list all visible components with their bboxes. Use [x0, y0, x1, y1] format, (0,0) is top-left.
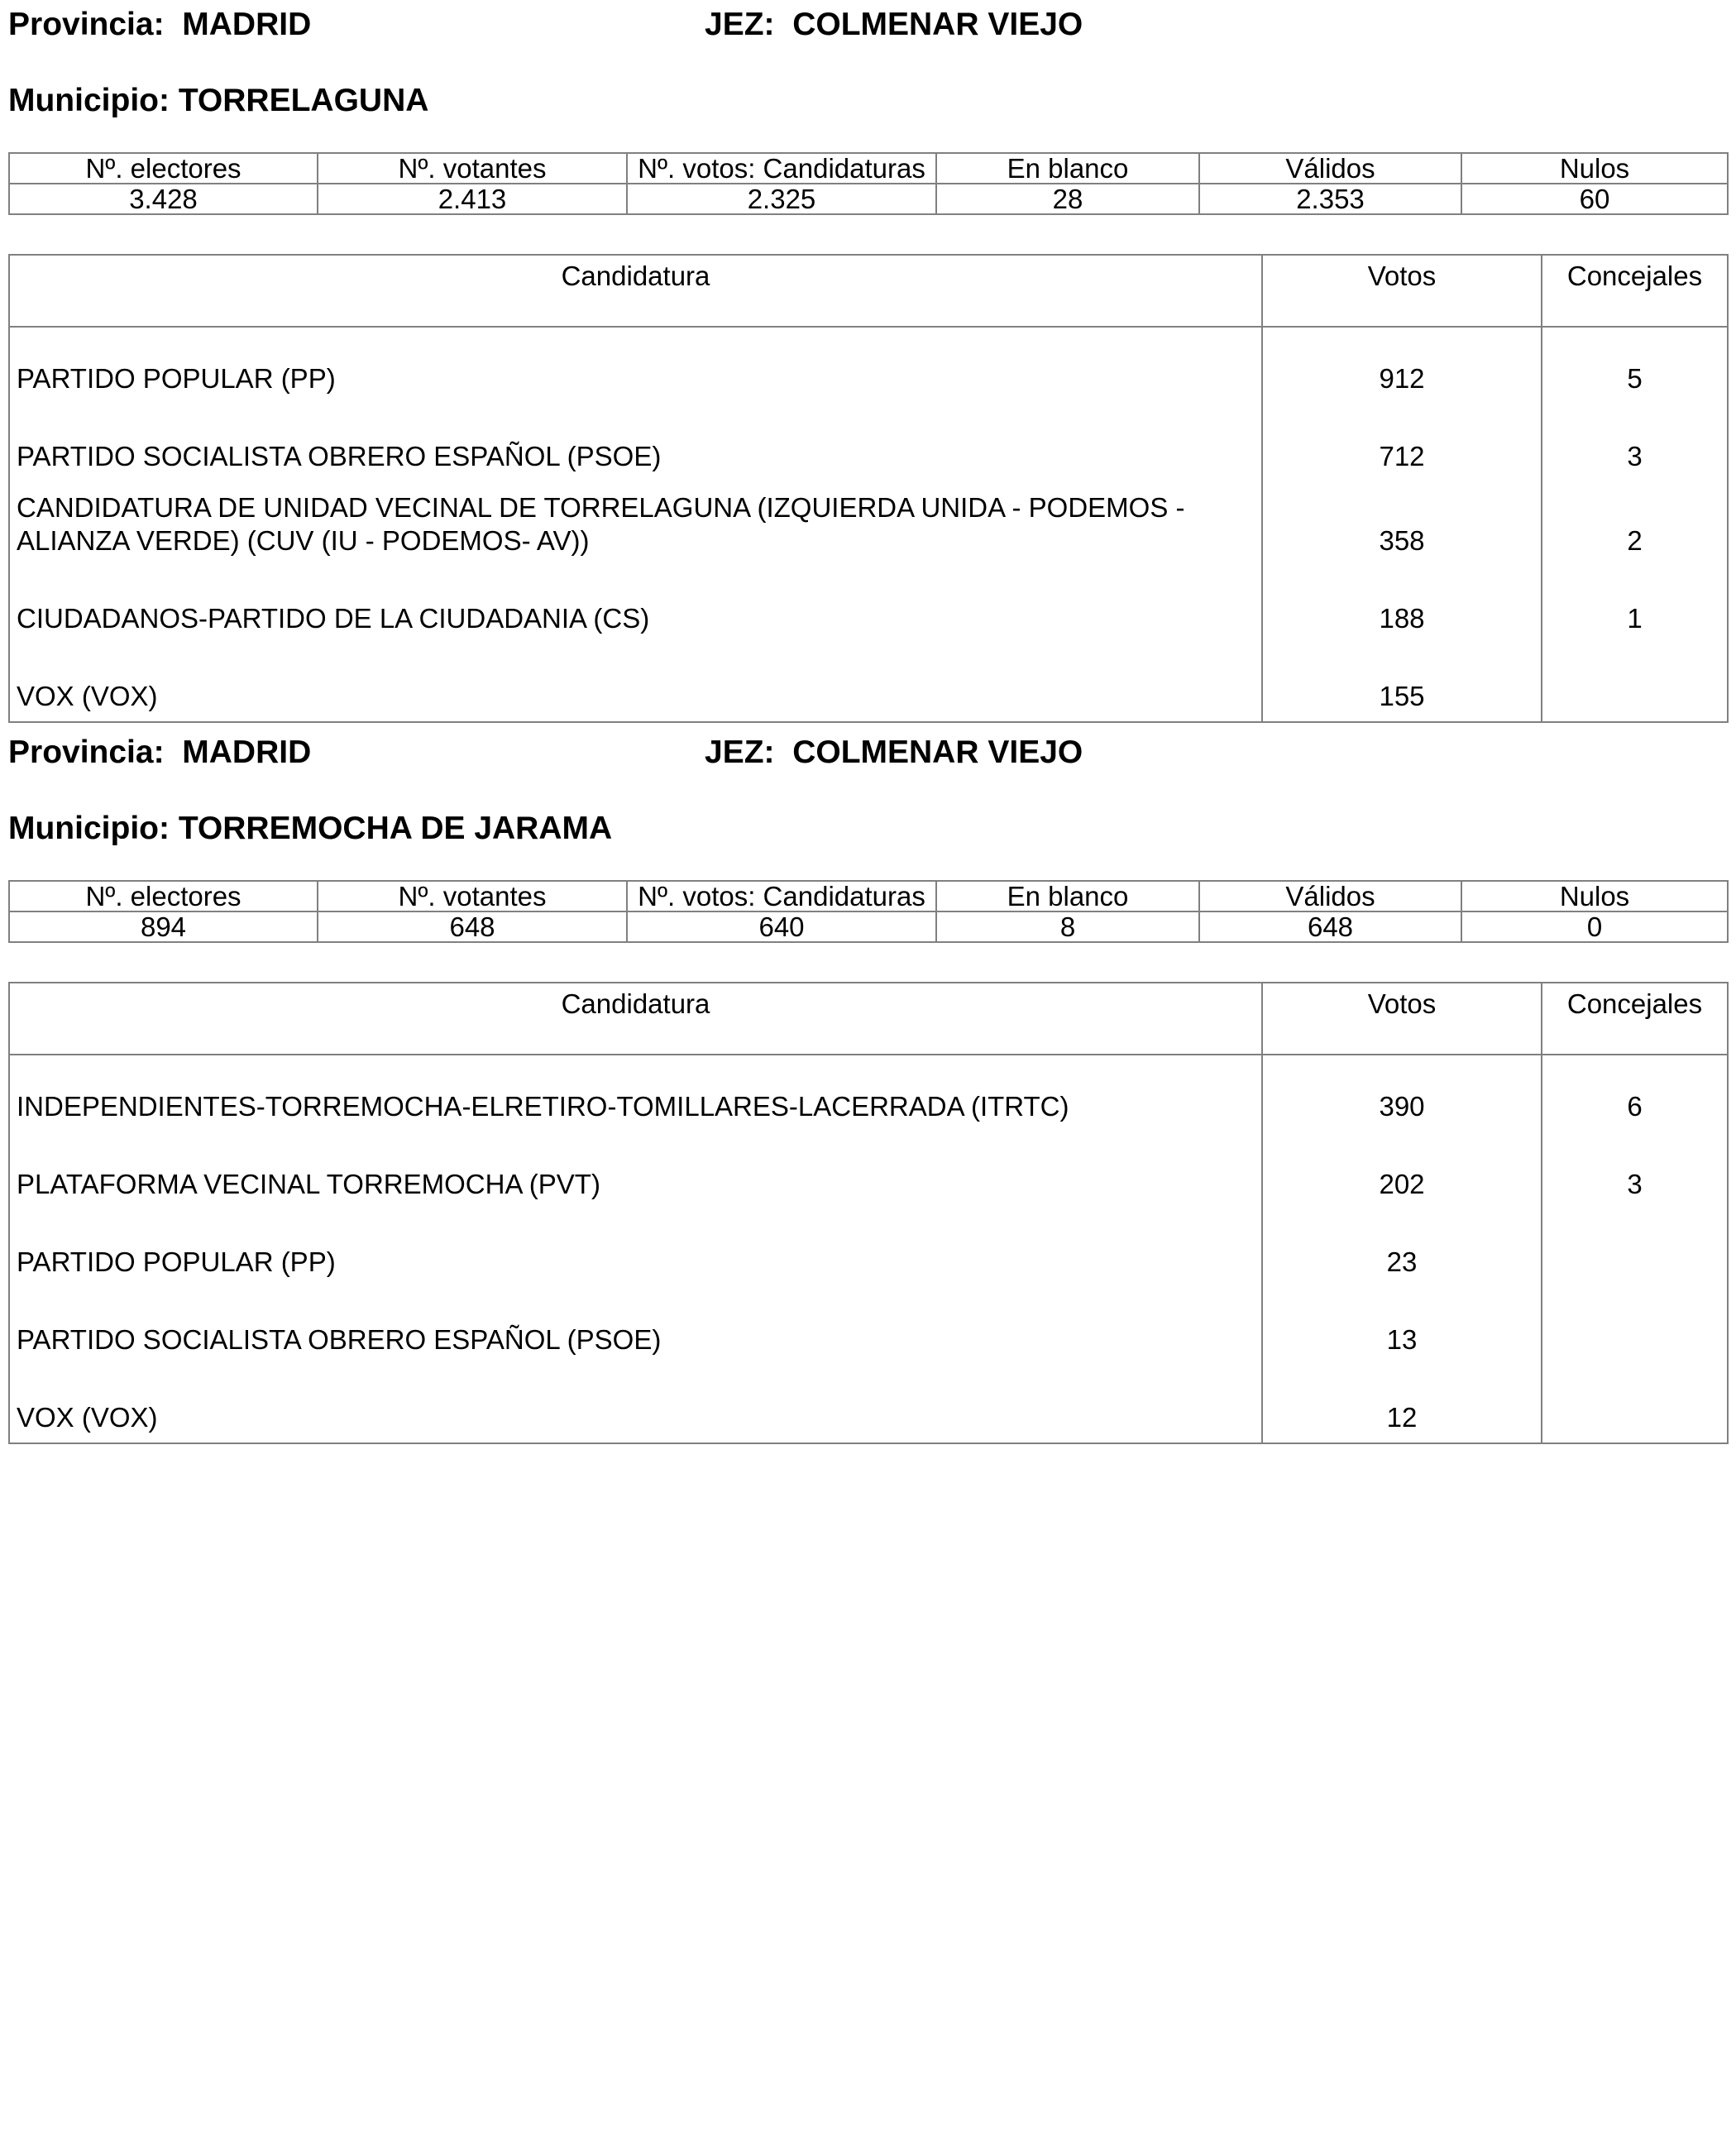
candidatura-header: Candidatura [9, 983, 1262, 1055]
jez-value: COLMENAR VIEJO [792, 7, 1083, 42]
table-row [9, 566, 1728, 644]
candidatura-name: PARTIDO POPULAR (PP) [9, 327, 1262, 404]
municipio-label: Municipio: [8, 83, 170, 118]
stats-header-cell: Nº. votos: Candidaturas [627, 881, 936, 911]
candidatura-concejales [1542, 644, 1728, 722]
stats-value-cell: 2.325 [627, 184, 936, 214]
candidatura-votes: 912 [1262, 327, 1542, 404]
candidatura-votes: 23 [1262, 1209, 1542, 1287]
concejales-header: Concejales [1542, 255, 1728, 327]
candidatura-name: VOX (VOX) [9, 644, 1262, 722]
municipio-header [8, 804, 1727, 854]
candidaturas-table [8, 982, 1729, 1444]
province-header [8, 0, 1727, 50]
votos-header: Votos [1262, 255, 1542, 327]
stats-value-cell: 60 [1461, 184, 1728, 214]
candidatura-concejales: 3 [1542, 404, 1728, 481]
stats-value-cell: 648 [318, 911, 627, 942]
candidatura-concejales [1542, 1287, 1728, 1365]
stats-header-cell: Válidos [1199, 153, 1461, 184]
stats-header-cell: Nº. votantes [318, 881, 627, 911]
stats-header-cell: Nº. electores [9, 881, 318, 911]
stats-header-cell: En blanco [936, 153, 1199, 184]
candidatura-name: CANDIDATURA DE UNIDAD VECINAL DE TORRELAGUNA (IZQUIERDA UNIDA - PODEMOS - ALIANZA VERDE) (CUV (IU - PODEMOS- AV)) [9, 481, 1262, 566]
stats-value-cell: 640 [627, 911, 936, 942]
candidatura-name: CIUDADANOS-PARTIDO DE LA CIUDADANIA (CS) [9, 566, 1262, 644]
provincia-value: MADRID [182, 734, 312, 770]
jez-label: JEZ: [705, 734, 775, 770]
candidatura-name: INDEPENDIENTES-TORREMOCHA-ELRETIRO-TOMILLARES-LACERRADA (ITRTC) [9, 1055, 1262, 1132]
municipality-block [8, 728, 1727, 1444]
candidatura-name: PARTIDO SOCIALISTA OBRERO ESPAÑOL (PSOE) [9, 404, 1262, 481]
candidatura-votes: 188 [1262, 566, 1542, 644]
candidaturas-table [8, 254, 1729, 723]
table-row [9, 327, 1728, 404]
candidatura-concejales: 2 [1542, 481, 1728, 566]
stats-value-cell: 648 [1199, 911, 1461, 942]
provincia-label: Provincia: [8, 7, 165, 42]
candidatura-name: PARTIDO POPULAR (PP) [9, 1209, 1262, 1287]
stats-header-cell: Nº. electores [9, 153, 318, 184]
candidaturas-header-row [9, 983, 1728, 1055]
table-row [9, 481, 1728, 566]
table-row [9, 1287, 1728, 1365]
candidatura-concejales: 1 [1542, 566, 1728, 644]
jez-label: JEZ: [705, 7, 775, 42]
stats-table [8, 152, 1729, 215]
provincia-value: MADRID [182, 7, 312, 42]
candidatura-votes: 12 [1262, 1365, 1542, 1443]
table-row [9, 644, 1728, 722]
candidatura-concejales: 3 [1542, 1132, 1728, 1209]
candidatura-name: PARTIDO SOCIALISTA OBRERO ESPAÑOL (PSOE) [9, 1287, 1262, 1365]
candidatura-votes: 155 [1262, 644, 1542, 722]
candidatura-votes: 13 [1262, 1287, 1542, 1365]
stats-value-cell: 28 [936, 184, 1199, 214]
stats-header-row [9, 881, 1728, 911]
stats-header-cell: En blanco [936, 881, 1199, 911]
table-row [9, 1132, 1728, 1209]
stats-value-cell: 2.353 [1199, 184, 1461, 214]
concejales-header: Concejales [1542, 983, 1728, 1055]
candidatura-concejales: 6 [1542, 1055, 1728, 1132]
candidaturas-header-row [9, 255, 1728, 327]
stats-table [8, 880, 1729, 943]
stats-value-cell: 3.428 [9, 184, 318, 214]
stats-header-row [9, 153, 1728, 184]
municipio-label: Municipio: [8, 811, 170, 846]
jez-group [705, 728, 1083, 777]
candidatura-votes: 712 [1262, 404, 1542, 481]
table-row [9, 1365, 1728, 1443]
candidatura-name: VOX (VOX) [9, 1365, 1262, 1443]
municipio-header [8, 76, 1727, 126]
table-row [9, 1209, 1728, 1287]
stats-value-cell: 894 [9, 911, 318, 942]
candidatura-concejales: 5 [1542, 327, 1728, 404]
jez-value: COLMENAR VIEJO [792, 734, 1083, 770]
stats-value-cell: 2.413 [318, 184, 627, 214]
municipio-value: TORRELAGUNA [178, 83, 429, 118]
candidatura-votes: 390 [1262, 1055, 1542, 1132]
stats-header-cell: Válidos [1199, 881, 1461, 911]
table-row [9, 1055, 1728, 1132]
candidatura-concejales [1542, 1365, 1728, 1443]
stats-header-cell: Nulos [1461, 881, 1728, 911]
stats-value-row [9, 911, 1728, 942]
stats-value-cell: 0 [1461, 911, 1728, 942]
table-row [9, 404, 1728, 481]
stats-header-cell: Nº. votantes [318, 153, 627, 184]
stats-value-cell: 8 [936, 911, 1199, 942]
province-header [8, 728, 1727, 777]
candidatura-votes: 358 [1262, 481, 1542, 566]
stats-header-cell: Nº. votos: Candidaturas [627, 153, 936, 184]
jez-group [705, 0, 1083, 50]
candidatura-name: PLATAFORMA VECINAL TORREMOCHA (PVT) [9, 1132, 1262, 1209]
stats-header-cell: Nulos [1461, 153, 1728, 184]
municipio-value: TORREMOCHA DE JARAMA [178, 811, 613, 846]
provincia-label: Provincia: [8, 734, 165, 770]
candidatura-votes: 202 [1262, 1132, 1542, 1209]
candidatura-header: Candidatura [9, 255, 1262, 327]
municipality-block [8, 0, 1727, 723]
stats-value-row [9, 184, 1728, 214]
candidatura-concejales [1542, 1209, 1728, 1287]
votos-header: Votos [1262, 983, 1542, 1055]
